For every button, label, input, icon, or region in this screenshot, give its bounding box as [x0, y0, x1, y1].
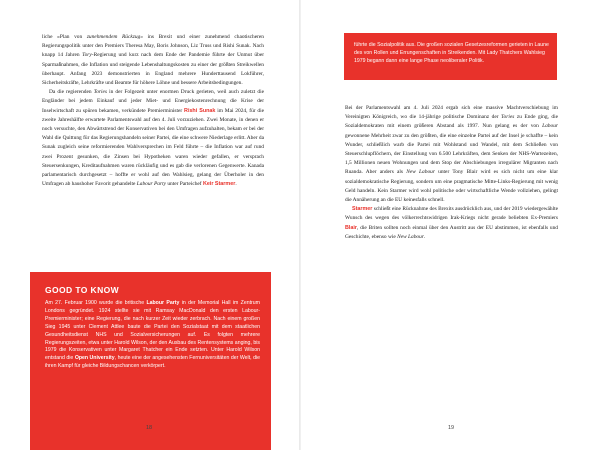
left-paragraph-1: liche »Plan von zunehmendem Rückzug« ins Brexit und einer zunehmend chaotischeren Regierungspolitik unter den Premiers Theresa May, Boris Johnson, Liz Truss und Rishi Sunak. Nach knapp 14 Jahren Tory-Regierung und kurz nach dem Ende der Pandemie führte der Unmut über Sparmaßnahmen, die Inflation und steigende Lebenshaltungskosten zu einer der größten Streikwellen überhaupt. Anfang 2023 demonstrierten in England mehrere Hunderttausend Lokführer, Sicherheitskräfte, Lehrkräfte und Beamte für höhere Löhne und bessere Arbeitsbedingungen. — [42, 34, 265, 87]
page-number-right: 19 — [448, 425, 455, 431]
highlight-labour-party: Labour Party — [146, 300, 180, 306]
good-to-know-text: Am 27. Februar 1900 wurde die britische Labour Party in der Memorial Hall im Zentrum Londons gegründet. 1924 stellte sie mit Ramsay MacDonald den ersten Labour-Premierminister; eine Regierung, die nach kurzer Zeit wieder zerbrach. Nach einem großen Sieg 1945 unter Clement Attlee baute die Partei den Sozialstaat mit dem staatlichen Gesundheitsdienst NHS und Sozialversicherungen auf. Es folgten mehrere Regierungszeiten, etwa unter Harold Wilson, der den Ausbau des Rentensystems anging, bis 1979 die Konservativen unter Margaret Thatcher ein Ende setzten. Unter Harold Wilson entstand die Open University, heute eine der angesehensten Fernuniversitäten der Welt, die ihren Kampf für gleiche Bildungschancen verkörpert. — [45, 300, 260, 370]
left-body-text — [42, 33, 264, 189]
right-page — [301, 0, 600, 450]
good-to-know-heading: GOOD TO KNOW — [45, 285, 120, 295]
good-to-know-continuation-text: führte die Sozialpolitik aus. Die großen sozialen Gesetzesreformen gerieten in Laune des von Rollen und Errungenschaften in Streikenden. Mit Lady Thatchers Wahlsieg 1979 begann dann eine lange Phase neoliberaler Politik. — [354, 42, 549, 64]
good-to-know-continuation — [344, 33, 557, 80]
right-paragraph-2: Starmer schließt eine Rücknahme des Brexits ausdrücklich aus, und der 2019 wiedergewählte Wunsch des wegen des völkerrechtswidrigen Irak-Kriegs nicht gerade beliebten Ex-Premiers Blair, die Briten sollten noch einmal über den Austritt aus der EU abstimmen, ist ebenfalls und Geschichte, ebenso wie New Labour. — [345, 206, 558, 240]
right-paragraph-1: Bei der Parlamentswahl am 4. Juli 2024 ergab sich eine massive Machtverschiebung im Vereinigten Königreich, wo die 14-jährige politische Dominanz der Tories zu Ende ging, die Sozialdemokraten mit einem größeren Abstand als 1997. Nun gelang es der von Labour gewonnene Mehrheit zwar zu den größten, die eine einzelne Partei auf der Insel je schaffte – kein Wunder, schließlich warb die Partei mit Wohlstand und Wandel, mit dem Schließen von Steuerschlupflöchern, der Einstellung von 6.500 Lehrkräften, dem Senken der NHS-Wartezeiten, 1,5 Millionen neuen Wohnungen und dem Stop der Abschiebungen irregulärer Migranten nach Ruanda. Aber anders als New Labour unter Tony Blair wird es sich nicht um eine klar sozialdemokratische Regierung, sondern um eine pragmatische Mitte-Links-Regierung mit wenig Geld handeln. Kein Starmer wird wohl politische oder wirtschaftliche Wende vollziehen, gelingt die Annäherung an die EU keinesfalls schnell. — [345, 105, 558, 204]
highlight-keir-starmer: Keir Starmer — [202, 181, 236, 188]
highlight-starmer: Starmer — [352, 206, 373, 213]
page-number-left: 18 — [146, 425, 153, 431]
highlight-blair: Blair — [345, 224, 357, 231]
right-body-text — [345, 104, 558, 242]
highlight-rishi-sunak: Rishi Sunak — [184, 107, 216, 114]
good-to-know-box — [30, 272, 271, 450]
left-page — [0, 0, 299, 450]
left-paragraph-2: Da die regierenden Tories in der Folgezeit unter enormen Druck gerieten, weil auch zuletzt die Engländer bei jedem Einkauf und jeder Miet- und Energiekostenrechnung die Krise der Inselwirtschaft zu spüren bekamen, verkündete Premierminister Rishi Sunak im Mai 2024, für die zweite Jahreshälfte erwartete Parlamentswahl auf den 4. Juli vorzuziehen. Zwei Monate, in denen er noch versuchte, den Abwärtstrend der Konservativen bei den Umfragen aufzuhalten, bekam er bei der Wahl die Quittung für das Regierungshandeln seiner Partei, die eine schwere Niederlage erlitt. Aber da Sunak zugleich seine reformierenden Wahlversprechen im Feld führte – die Inflation war auf rund zwei Prozent gesunken, die Zinsen bei Hypotheken waren wieder gefallen, er versprach Steuersenkungen, Kreditaufnahmen waren rückläufig und es gab die verlorenen Gegenwerte. Kanada parlamentarisch durchgesetzt – hoffte er wohl auf den Wahlsieg, gelang der Überholer in den Umfragen ab haushoher Favorit gehandelte Labour Party unter Parteichef Keir Starmer. — [42, 89, 264, 188]
highlight-open-university: Open University — [74, 355, 115, 362]
